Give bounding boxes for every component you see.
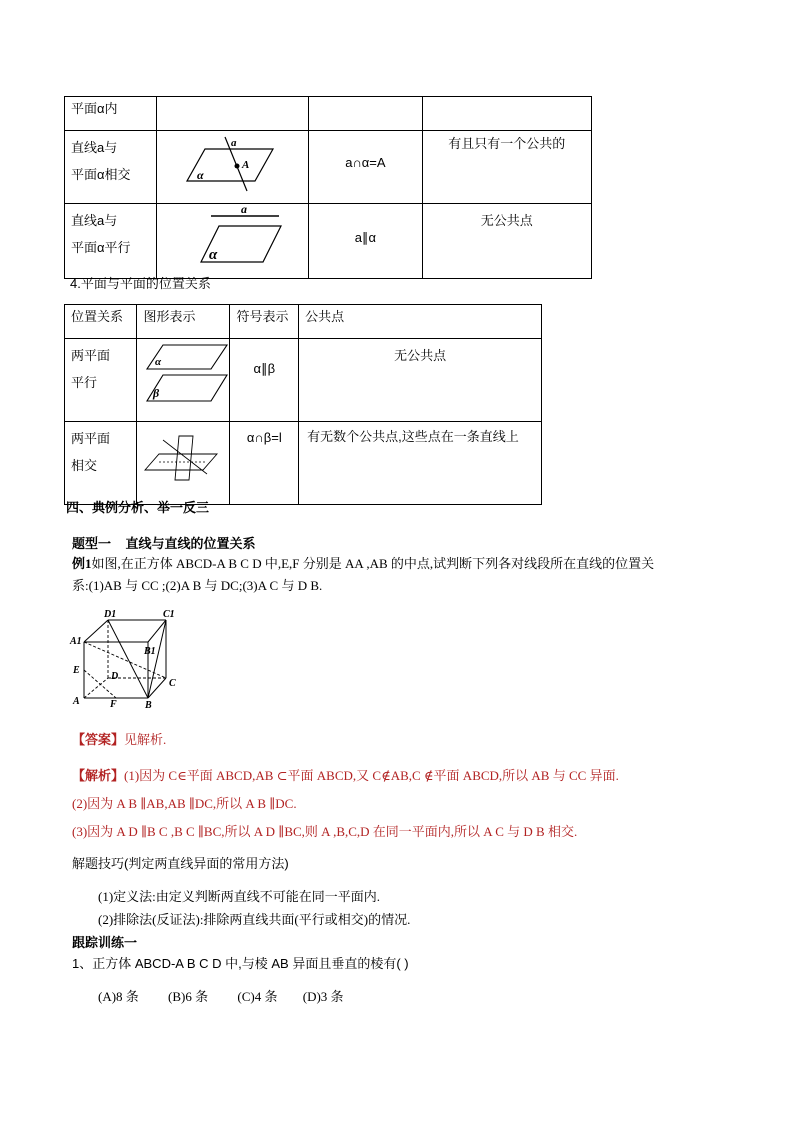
plane-vertical-shape	[175, 436, 193, 480]
table1-cell	[309, 131, 422, 204]
example1-line1	[72, 553, 732, 575]
option-c[interactable]: (C)4 条	[237, 989, 278, 1004]
table2-header-cell	[299, 305, 542, 339]
example1-text-line1: 如图,在正方体 ABCD-A B C D 中,E,F 分别是 AA ,AB 的中点,试判断下列各对线段所在直线的位置关	[91, 556, 655, 571]
parallel-planes-figure	[137, 339, 229, 417]
table1-cell	[422, 204, 591, 279]
common-point-planes-intersect: 有无数个公共点,这些点在一条直线上	[307, 429, 519, 444]
tips-title: 解题技巧(判定两直线异面的常用方法)	[72, 856, 289, 871]
table1-cell	[309, 204, 422, 279]
option-a[interactable]: (A)8 条	[98, 989, 139, 1004]
table1-cell	[65, 131, 157, 204]
example1-label: 例1	[72, 556, 92, 571]
option-b[interactable]: (B)6 条	[168, 989, 209, 1004]
point-A-label: A	[242, 159, 250, 171]
type1-title: 直线与直线的位置关系	[125, 536, 256, 551]
table2-figure-cell	[137, 339, 230, 422]
section-heading: 四、典例分析、举一反三	[66, 500, 210, 515]
table1-cell	[422, 97, 591, 131]
analysis-tag: 【解析】	[72, 768, 125, 783]
table2-header-cell	[230, 305, 299, 339]
answer-tag: 【答案】	[72, 732, 125, 747]
table1-cell	[309, 97, 422, 131]
plane-alpha-label: α	[155, 356, 162, 368]
edge-A1D1	[84, 620, 108, 642]
table1-cell	[422, 131, 591, 204]
symbol-planes-parallel: α∥β	[253, 361, 276, 376]
table2-cell	[299, 339, 542, 422]
cube-figure	[68, 606, 186, 710]
plane-edge	[163, 440, 207, 474]
answer-line	[72, 729, 166, 748]
tips-item1: (1)定义法:由定义判断两直线不可能在同一平面内.	[98, 889, 381, 904]
label-C: C	[169, 678, 176, 689]
common-point-planes-parallel: 无公共点	[394, 348, 447, 363]
symbol-intersect: a∩α=A	[345, 155, 386, 170]
practice-title: 跟踪训练一	[72, 935, 138, 950]
plane-alpha-label: α	[197, 168, 204, 182]
common-point-parallel: 无公共点	[480, 213, 533, 228]
symbol-planes-intersect: α∩β=l	[246, 430, 282, 445]
header-common-point: 公共点	[305, 309, 345, 324]
plane-alpha-label: α	[209, 247, 218, 263]
tips-item2: (2)排除法(反证法):排除两直线共面(平行或相交)的情况.	[98, 912, 411, 927]
line-intersect-plane-figure	[157, 131, 308, 199]
type1-heading	[72, 533, 255, 552]
row-label-line2: 相交	[71, 458, 98, 473]
table2-cell	[230, 422, 299, 505]
segment-D1B	[108, 620, 148, 698]
section4-title: 4.平面与平面的位置关系	[70, 276, 211, 291]
row-label-line1: 两平面	[71, 348, 111, 363]
table2-header-cell	[65, 305, 137, 339]
row-label-line1: 两平面	[71, 431, 111, 446]
example1	[72, 553, 732, 597]
label-B1: B1	[144, 646, 156, 657]
table2-cell	[65, 422, 137, 505]
table1-label-line1: 直线a与	[71, 140, 118, 155]
option-d[interactable]: (D)3 条	[302, 989, 344, 1004]
line-parallel-plane-figure	[157, 204, 308, 274]
table1-cell	[157, 97, 309, 131]
example1-text-line2: 系:(1)AB 与 CC ;(2)A B 与 DC;(3)A C 与 D B.	[72, 578, 323, 593]
practice-question1: 1、正方体 ABCD-A B C D 中,与棱 AB 异面且垂直的棱有( )	[72, 956, 409, 971]
intersecting-planes-figure	[137, 422, 229, 500]
table1-cell	[65, 204, 157, 279]
label-C1: C1	[163, 609, 175, 620]
table2-cell	[65, 339, 137, 422]
practice-options	[98, 986, 344, 1005]
analysis-block	[72, 762, 732, 846]
analysis-text-line3: (3)因为 A D ∥B C ,B C ∥BC,所以 A D ∥BC,则 A ,B,C,D 在同一平面内,所以 A C 与 D B 相交.	[72, 824, 578, 839]
table1-label: 平面α内	[71, 101, 118, 116]
symbol-parallel: a∥α	[354, 230, 377, 245]
label-E: E	[73, 665, 80, 676]
label-B: B	[145, 700, 152, 710]
table2-cell	[299, 422, 542, 505]
plane-beta-label: β	[153, 386, 160, 400]
label-A1: A1	[70, 636, 82, 647]
header-symbol: 符号表示	[236, 309, 289, 324]
line-plane-table	[64, 96, 592, 279]
table1-label-line2: 平面α相交	[71, 167, 131, 182]
line-a-label: a	[241, 204, 248, 216]
table1-figure-cell	[157, 204, 309, 279]
table1-label-line1: 直线a与	[71, 213, 118, 228]
header-position: 位置关系	[71, 309, 124, 324]
common-point-intersect: 有且只有一个公共的	[448, 136, 566, 151]
analysis-text-line1: (1)因为 C∈平面 ABCD,AB ⊂平面 ABCD,又 C∉AB,C ∉平面 ABCD,所以 AB 与 CC 异面.	[124, 768, 619, 783]
header-figure: 图形表示	[143, 309, 196, 324]
table1-cell	[65, 97, 157, 131]
label-F: F	[110, 699, 117, 710]
table1-figure-cell	[157, 131, 309, 204]
label-D: D	[111, 671, 119, 682]
analysis-line1	[72, 762, 732, 790]
answer-text: 见解析.	[124, 732, 167, 747]
type1-label: 题型一	[72, 536, 112, 551]
analysis-text-line2: (2)因为 A B ∥AB,AB ∥DC,所以 A B ∥DC.	[72, 796, 297, 811]
plane-plane-table	[64, 304, 542, 505]
line-a-label: a	[231, 137, 237, 149]
label-D1: D1	[104, 609, 117, 620]
row-label-line2: 平行	[71, 375, 98, 390]
table2-figure-cell	[137, 422, 230, 505]
table1-label-line2: 平面α平行	[71, 240, 131, 255]
label-A: A	[73, 696, 80, 707]
point-A	[235, 164, 240, 169]
table2-cell	[230, 339, 299, 422]
table2-header-cell	[137, 305, 230, 339]
